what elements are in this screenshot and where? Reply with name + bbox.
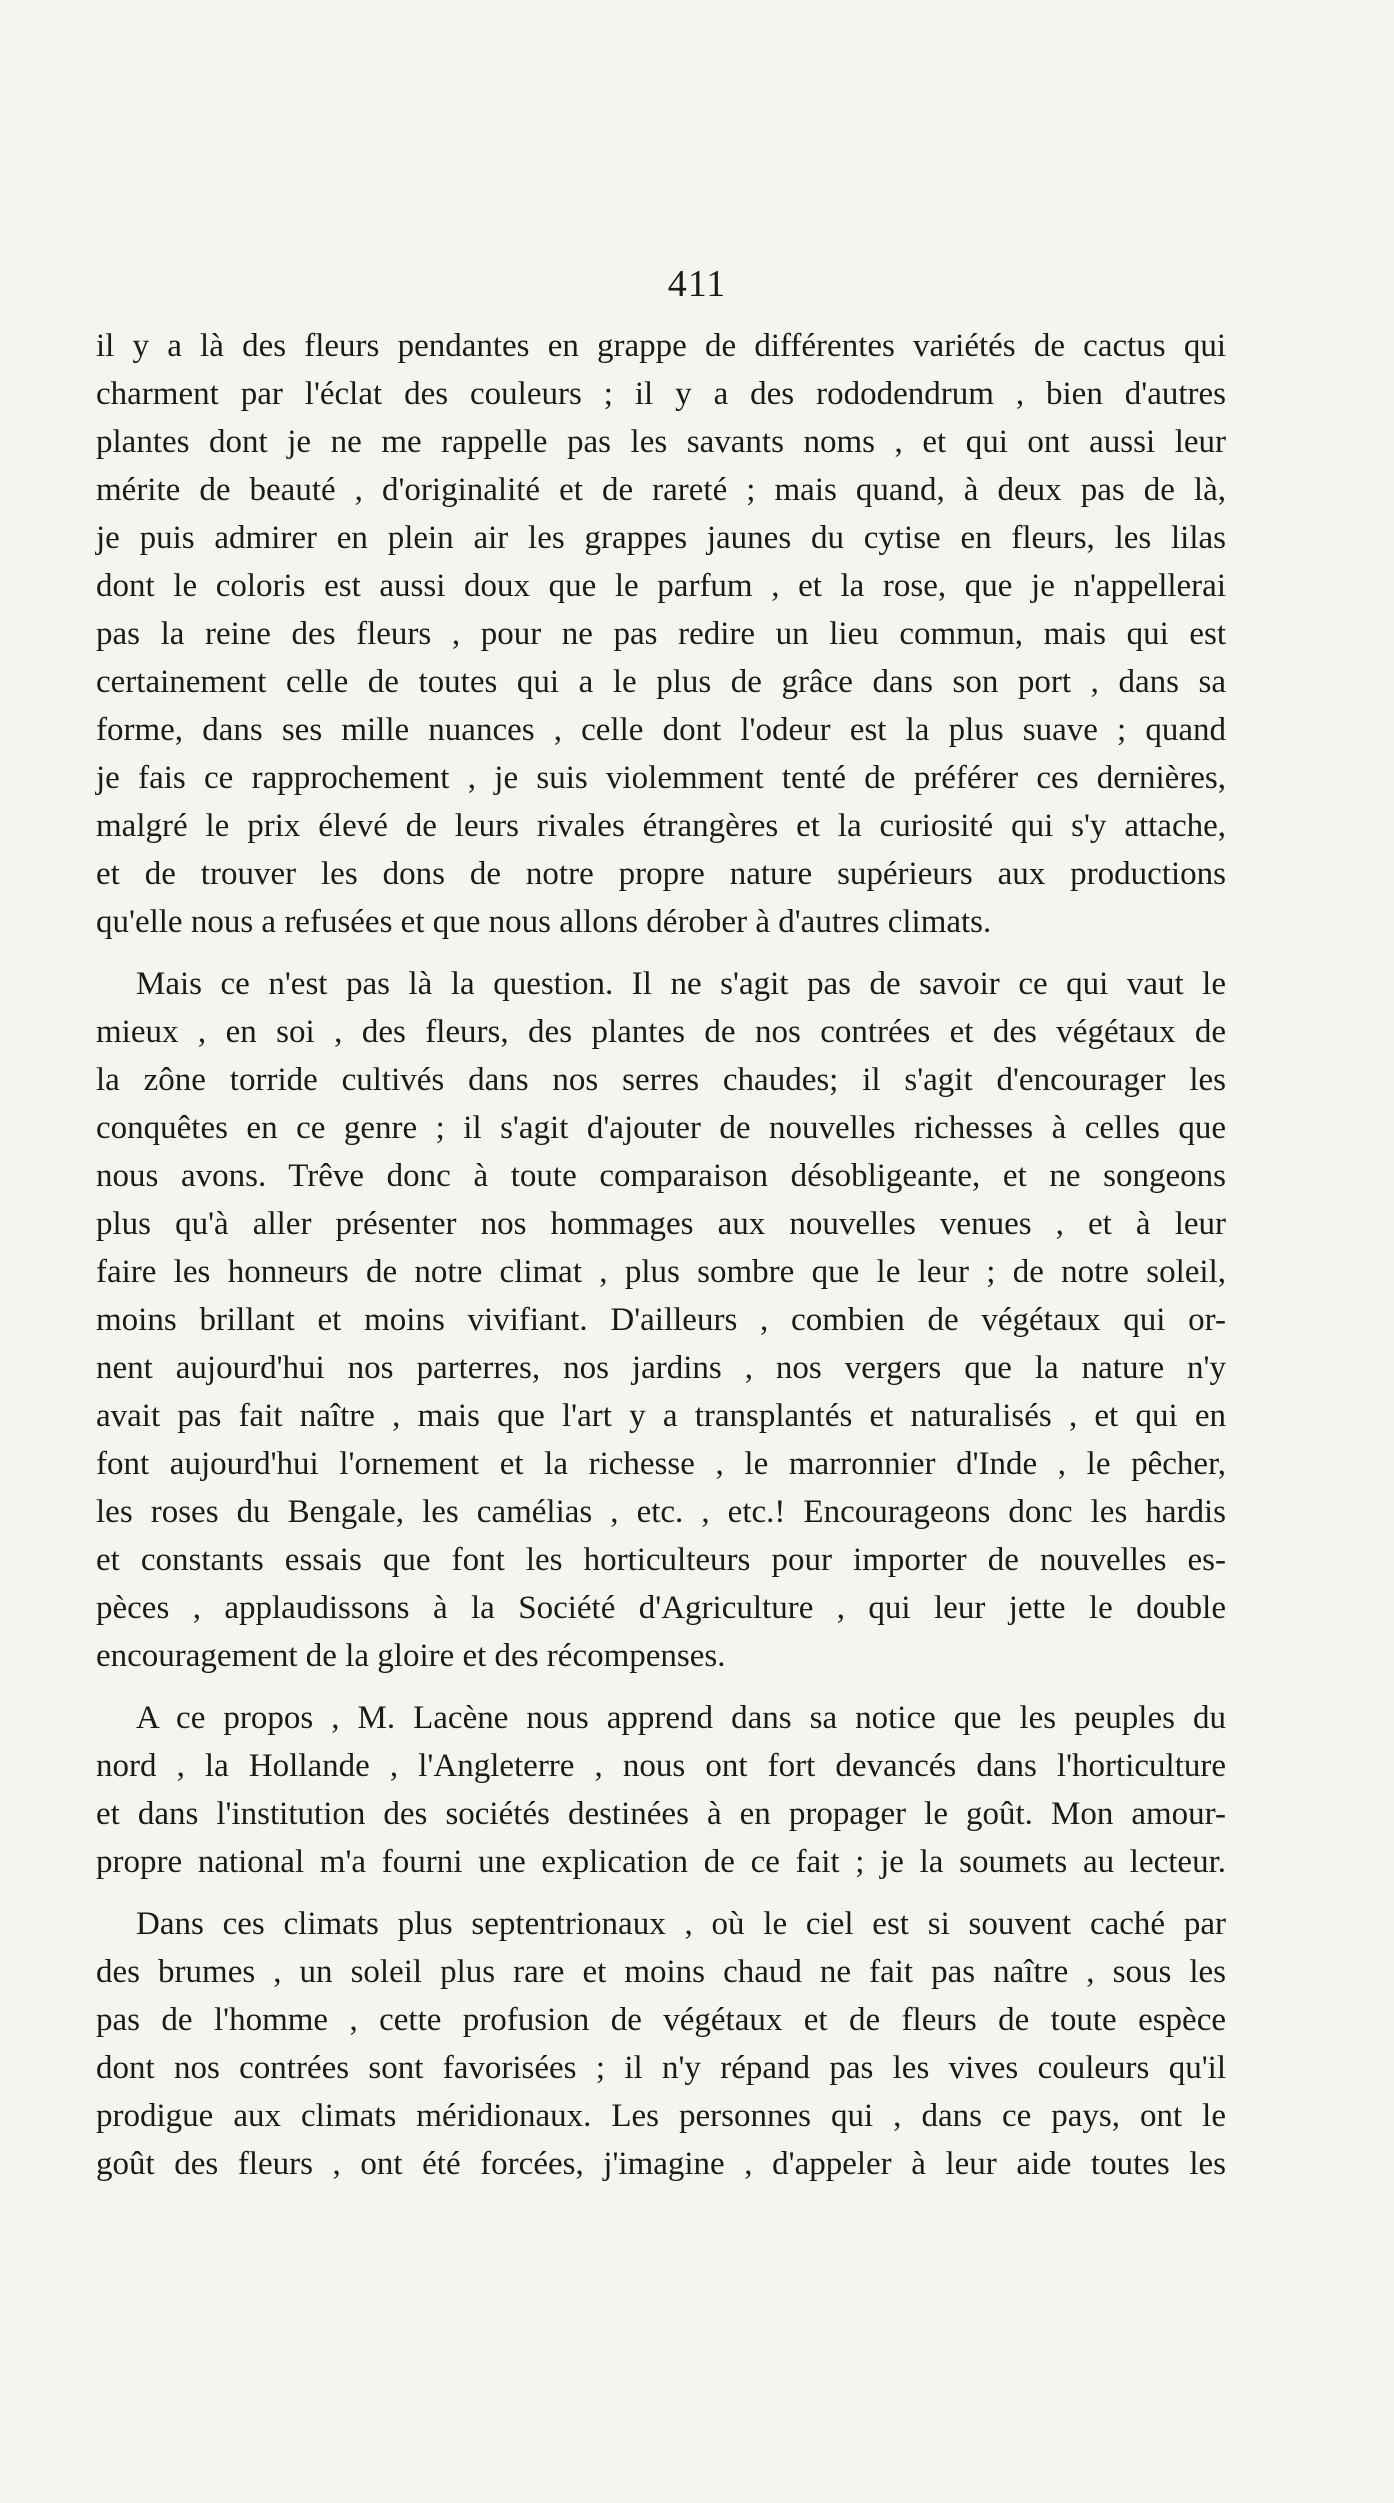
paragraph-3	[96, 1694, 1226, 1886]
text-line: et dans l'institution des sociétés destinées à en propager le goût. Mon amour-	[96, 1796, 1226, 1832]
text-line: il y a là des fleurs pendantes en grappe de différentes variétés de cactus qui	[96, 328, 1226, 364]
paragraph-4	[96, 1900, 1226, 2188]
text-line: et de trouver les dons de notre propre nature supérieurs aux productions	[96, 856, 1226, 892]
text-line: nent aujourd'hui nos parterres, nos jardins , nos vergers que la nature n'y	[96, 1350, 1226, 1386]
text-line: des brumes , un soleil plus rare et moins chaud ne fait pas naître , sous les	[96, 1954, 1226, 1990]
text-line: mieux , en soi , des fleurs, des plantes de nos contrées et des végétaux de	[96, 1014, 1226, 1050]
text-line: pas la reine des fleurs , pour ne pas redire un lieu commun, mais qui est	[96, 616, 1226, 652]
paragraph-2	[96, 960, 1226, 1680]
page-number: 411	[667, 263, 727, 305]
text-line: les roses du Bengale, les camélias , etc. , etc.! Encourageons donc les hardis	[96, 1494, 1226, 1530]
text-line: je puis admirer en plein air les grappes jaunes du cytise en fleurs, les lilas	[96, 520, 1226, 556]
paragraph-gap	[96, 1886, 1226, 1900]
text-line: la zône torride cultivés dans nos serres chaudes; il s'agit d'encourager les	[96, 1062, 1226, 1098]
text-line: et constants essais que font les horticulteurs pour importer de nouvelles es-	[96, 1542, 1226, 1578]
text-line: faire les honneurs de notre climat , plus sombre que le leur ; de notre soleil,	[96, 1254, 1226, 1290]
text-line: plantes dont je ne me rappelle pas les savants noms , et qui ont aussi leur	[96, 424, 1226, 460]
paragraph-1	[96, 322, 1226, 946]
text-line: font aujourd'hui l'ornement et la richesse , le marronnier d'Inde , le pêcher,	[96, 1446, 1226, 1482]
text-line: je fais ce rapprochement , je suis violemment tenté de préférer ces dernières,	[96, 760, 1226, 796]
text-line: plus qu'à aller présenter nos hommages aux nouvelles venues , et à leur	[96, 1206, 1226, 1242]
text-line: mérite de beauté , d'originalité et de rareté ; mais quand, à deux pas de là,	[96, 472, 1226, 508]
text-line: goût des fleurs , ont été forcées, j'imagine , d'appeler à leur aide toutes les	[96, 2146, 1226, 2182]
text-line: pas de l'homme , cette profusion de végétaux et de fleurs de toute espèce	[96, 2002, 1226, 2038]
text-line: encouragement de la gloire et des récompenses.	[96, 1638, 726, 1674]
text-line: propre national m'a fourni une explication de ce fait ; je la soumets au lecteur.	[96, 1844, 1226, 1880]
text-line: nous avons. Trêve donc à toute comparaison désobligeante, et ne songeons	[96, 1158, 1226, 1194]
text-line: Dans ces climats plus septentrionaux , où le ciel est si souvent caché par	[136, 1906, 1226, 1942]
text-line: Mais ce n'est pas là la question. Il ne s'agit pas de savoir ce qui vaut le	[136, 966, 1226, 1002]
body-text	[96, 322, 1226, 2188]
text-line: prodigue aux climats méridionaux. Les personnes qui , dans ce pays, ont le	[96, 2098, 1226, 2134]
text-line: conquêtes en ce genre ; il s'agit d'ajouter de nouvelles richesses à celles que	[96, 1110, 1226, 1146]
text-line: charment par l'éclat des couleurs ; il y a des rododendrum , bien d'autres	[96, 376, 1226, 412]
text-line: dont le coloris est aussi doux que le parfum , et la rose, que je n'appellerai	[96, 568, 1226, 604]
text-line: pèces , applaudissons à la Société d'Agriculture , qui leur jette le double	[96, 1590, 1226, 1626]
text-line: certainement celle de toutes qui a le plus de grâce dans son port , dans sa	[96, 664, 1226, 700]
text-line: qu'elle nous a refusées et que nous allons dérober à d'autres climats.	[96, 904, 992, 940]
text-line: moins brillant et moins vivifiant. D'ailleurs , combien de végétaux qui or-	[96, 1302, 1226, 1338]
text-line: A ce propos , M. Lacène nous apprend dans sa notice que les peuples du	[136, 1700, 1226, 1736]
text-line: dont nos contrées sont favorisées ; il n'y répand pas les vives couleurs qu'il	[96, 2050, 1226, 2086]
paragraph-gap	[96, 1680, 1226, 1694]
text-line: nord , la Hollande , l'Angleterre , nous ont fort devancés dans l'horticulture	[96, 1748, 1226, 1784]
text-line: malgré le prix élevé de leurs rivales étrangères et la curiosité qui s'y attache,	[96, 808, 1226, 844]
paragraph-gap	[96, 946, 1226, 960]
text-line: avait pas fait naître , mais que l'art y a transplantés et naturalisés , et qui en	[96, 1398, 1226, 1434]
text-line: forme, dans ses mille nuances , celle dont l'odeur est la plus suave ; quand	[96, 712, 1226, 748]
